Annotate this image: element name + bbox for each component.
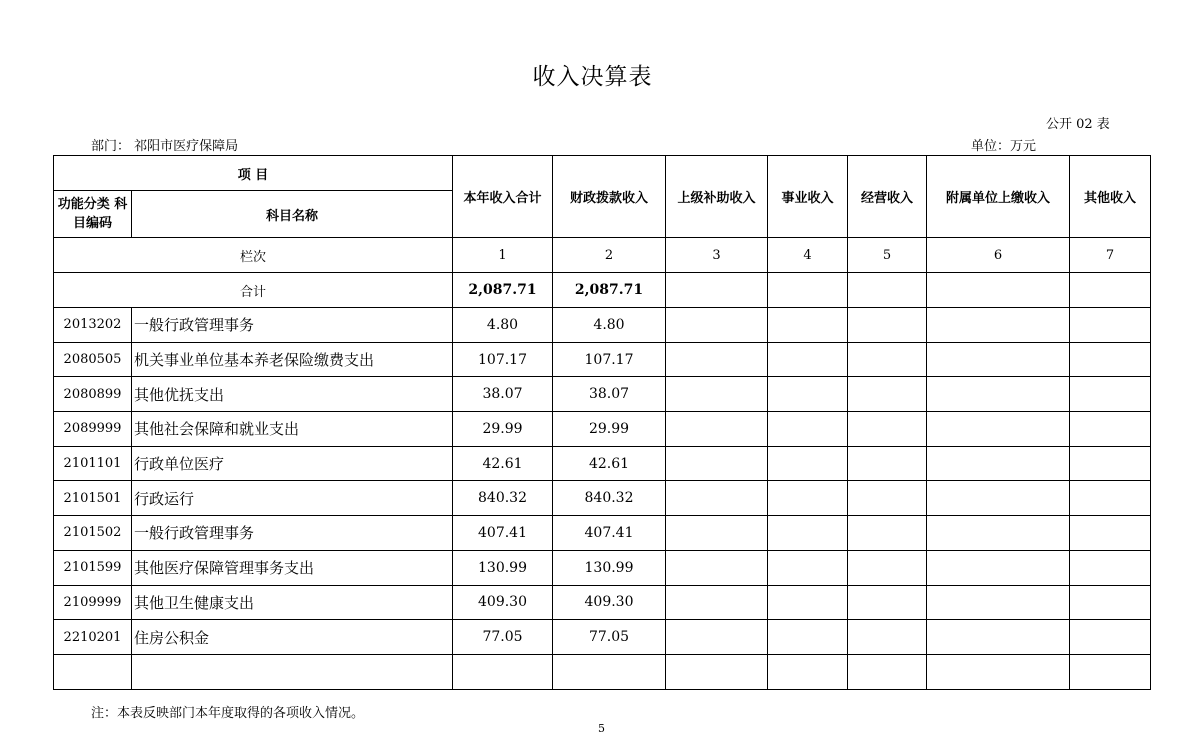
row-value [1070, 550, 1151, 585]
row-code: 2101599 [54, 550, 132, 585]
row-value: 409.30 [553, 585, 666, 620]
header-col-3: 上级补助收入 [666, 156, 768, 238]
row-subject-name [132, 654, 453, 689]
row-value [768, 481, 848, 516]
table-row [54, 481, 1151, 516]
row-value [666, 585, 768, 620]
page-number: 5 [598, 722, 605, 735]
row-subject-name: 其他优抚支出 [132, 377, 453, 412]
row-value: 107.17 [453, 342, 553, 377]
header-col-2: 财政拨款收入 [553, 156, 666, 238]
row-value [927, 342, 1070, 377]
header-col-5: 经营收入 [848, 156, 927, 238]
row-subject-name: 其他社会保障和就业支出 [132, 412, 453, 447]
row-subject-name: 其他卫生健康支出 [132, 585, 453, 620]
row-value [1070, 377, 1151, 412]
row-value [927, 620, 1070, 655]
page-title: 收入决算表 [532, 64, 653, 90]
total-value [666, 273, 768, 308]
row-value [927, 446, 1070, 481]
row-value [768, 446, 848, 481]
header-item: 项 目 [54, 156, 453, 191]
total-label: 合计 [54, 273, 453, 308]
row-value [1070, 412, 1151, 447]
header-col-6: 附属单位上缴收入 [927, 156, 1070, 238]
row-value [848, 516, 927, 551]
row-value [848, 620, 927, 655]
col-number: 4 [768, 238, 848, 273]
row-value [1070, 342, 1151, 377]
row-value: 407.41 [453, 516, 553, 551]
table-row [54, 620, 1151, 655]
header-subject-name: 科目名称 [132, 191, 453, 238]
table-row [54, 446, 1151, 481]
row-value: 840.32 [453, 481, 553, 516]
total-value [927, 273, 1070, 308]
header-col-4: 事业收入 [768, 156, 848, 238]
row-value [553, 654, 666, 689]
row-subject-name: 行政运行 [132, 481, 453, 516]
col-number: 3 [666, 238, 768, 273]
row-value [666, 342, 768, 377]
row-value [666, 377, 768, 412]
row-code: 2101502 [54, 516, 132, 551]
row-subject-name: 行政单位医疗 [132, 446, 453, 481]
col-number: 6 [927, 238, 1070, 273]
total-value [1070, 273, 1151, 308]
col-number: 5 [848, 238, 927, 273]
total-value [768, 273, 848, 308]
form-number: 公开 02 表 [1046, 117, 1110, 132]
row-value [848, 550, 927, 585]
row-value: 77.05 [553, 620, 666, 655]
row-value [768, 412, 848, 447]
row-value [666, 308, 768, 343]
row-subject-name: 一般行政管理事务 [132, 308, 453, 343]
row-value [768, 585, 848, 620]
total-value: 2,087.71 [453, 273, 553, 308]
row-value [848, 377, 927, 412]
row-value [848, 654, 927, 689]
row-value [768, 308, 848, 343]
row-value [1070, 446, 1151, 481]
row-value [927, 585, 1070, 620]
row-value [1070, 481, 1151, 516]
row-value: 29.99 [553, 412, 666, 447]
row-value [848, 481, 927, 516]
row-value: 42.61 [453, 446, 553, 481]
row-code: 2101101 [54, 446, 132, 481]
row-value: 42.61 [553, 446, 666, 481]
row-value [927, 654, 1070, 689]
row-value [768, 516, 848, 551]
row-value [768, 550, 848, 585]
row-value: 130.99 [553, 550, 666, 585]
col-index-row [54, 238, 1151, 273]
table-row [54, 412, 1151, 447]
row-value: 29.99 [453, 412, 553, 447]
row-subject-name: 其他医疗保障管理事务支出 [132, 550, 453, 585]
row-value [666, 481, 768, 516]
row-value [666, 550, 768, 585]
data-rows [54, 308, 1151, 690]
row-value [927, 550, 1070, 585]
header-row-1 [54, 156, 1151, 191]
row-value [768, 654, 848, 689]
table-row [54, 308, 1151, 343]
row-code: 2013202 [54, 308, 132, 343]
row-value [666, 654, 768, 689]
row-value: 107.17 [553, 342, 666, 377]
table-row [54, 342, 1151, 377]
row-value [927, 308, 1070, 343]
row-value [1070, 308, 1151, 343]
row-value [927, 412, 1070, 447]
row-value: 38.07 [453, 377, 553, 412]
row-subject-name: 机关事业单位基本养老保险缴费支出 [132, 342, 453, 377]
row-value [848, 308, 927, 343]
header-col-7: 其他收入 [1070, 156, 1151, 238]
row-value [848, 412, 927, 447]
row-code [54, 654, 132, 689]
row-code: 2101501 [54, 481, 132, 516]
row-value [666, 620, 768, 655]
income-table [53, 155, 1151, 690]
row-value [453, 654, 553, 689]
row-value [1070, 654, 1151, 689]
row-value [768, 620, 848, 655]
table-row [54, 516, 1151, 551]
department-label: 部门： 祁阳市医疗保障局 [91, 139, 239, 154]
total-value [848, 273, 927, 308]
row-value [927, 516, 1070, 551]
row-value [666, 412, 768, 447]
row-value: 77.05 [453, 620, 553, 655]
row-value [666, 446, 768, 481]
row-subject-name: 一般行政管理事务 [132, 516, 453, 551]
row-value: 409.30 [453, 585, 553, 620]
row-code: 2080899 [54, 377, 132, 412]
footnote: 注：本表反映部门本年度取得的各项收入情况。 [91, 706, 365, 721]
col-number: 7 [1070, 238, 1151, 273]
header-col-1: 本年收入合计 [453, 156, 553, 238]
total-value: 2,087.71 [553, 273, 666, 308]
col-number: 1 [453, 238, 553, 273]
row-value [927, 481, 1070, 516]
unit-label: 单位：万元 [971, 139, 1037, 154]
table-row [54, 585, 1151, 620]
row-value: 4.80 [453, 308, 553, 343]
row-code: 2109999 [54, 585, 132, 620]
header-func-code: 功能分类 科目编码 [54, 191, 132, 238]
row-value [848, 446, 927, 481]
table-row [54, 377, 1151, 412]
col-index-label: 栏次 [54, 238, 453, 273]
col-number: 2 [553, 238, 666, 273]
row-value [768, 377, 848, 412]
total-row [54, 273, 1151, 308]
table-row [54, 550, 1151, 585]
row-value: 4.80 [553, 308, 666, 343]
row-value [848, 342, 927, 377]
row-value: 840.32 [553, 481, 666, 516]
row-value [1070, 516, 1151, 551]
row-value [848, 585, 927, 620]
row-value: 130.99 [453, 550, 553, 585]
row-value [666, 516, 768, 551]
row-value [768, 342, 848, 377]
row-value [927, 377, 1070, 412]
row-code: 2210201 [54, 620, 132, 655]
row-code: 2080505 [54, 342, 132, 377]
row-value [1070, 585, 1151, 620]
row-value: 407.41 [553, 516, 666, 551]
row-value: 38.07 [553, 377, 666, 412]
row-code: 2089999 [54, 412, 132, 447]
row-value [1070, 620, 1151, 655]
row-subject-name: 住房公积金 [132, 620, 453, 655]
table-row [54, 654, 1151, 689]
